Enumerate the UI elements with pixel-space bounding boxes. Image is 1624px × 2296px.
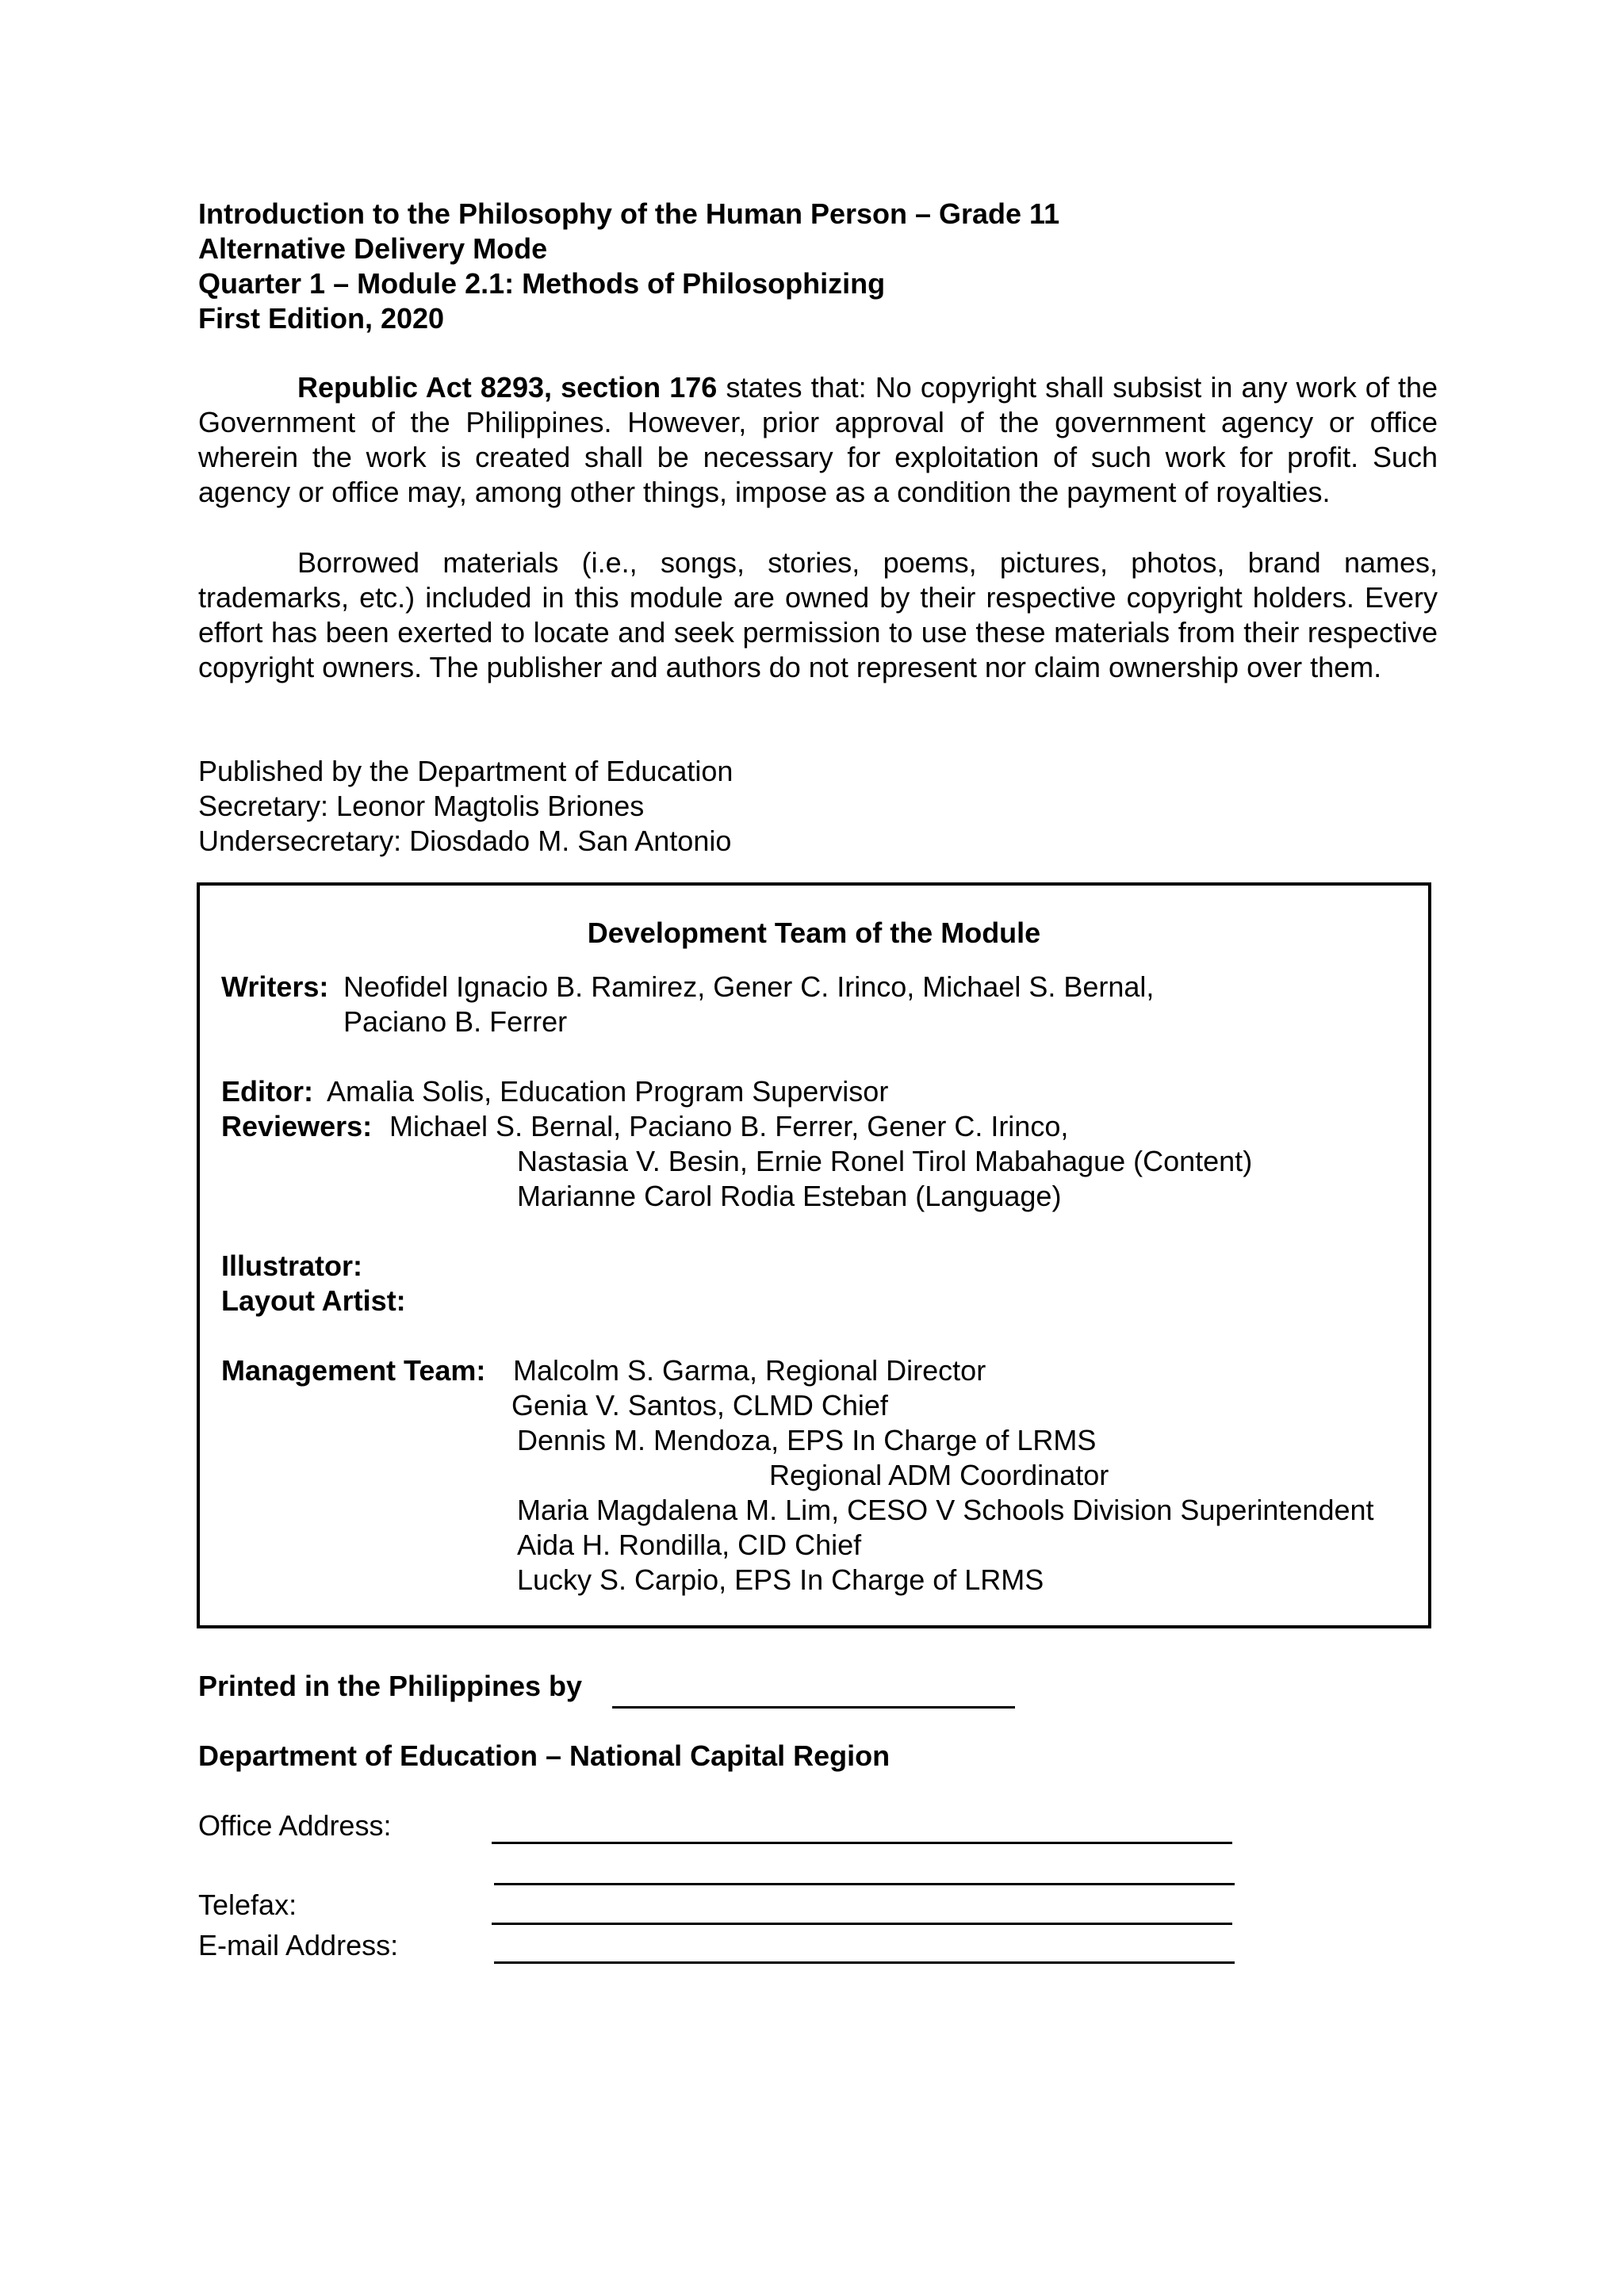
writers-line-2: Paciano B. Ferrer [343, 1005, 568, 1038]
publisher-line: Published by the Department of Education [198, 755, 733, 787]
office-address-blank-2 [494, 1883, 1235, 1885]
copyright-paragraph [198, 370, 1438, 510]
office-address-blank-1 [492, 1842, 1232, 1844]
writers-line-1: Neofidel Ignacio B. Ramirez, Gener C. Irinco, Michael S. Bernal, [343, 970, 1155, 1003]
borrowed-text: Borrowed materials (i.e., songs, stories, poems, pictures, photos, brand names, trademarks, etc.) included in this module are owned by their respective copyright holders. Every effort has been exerted to locate and seek permission to use these materials from their respective copyright owners. The publisher and authors do not represent nor claim ownership over them. [198, 546, 1438, 683]
layout-artist-label: Layout Artist: [221, 1284, 406, 1317]
printed-by-label: Printed in the Philippines by [198, 1670, 583, 1702]
reviewers-line-2: Nastasia V. Besin, Ernie Ronel Tirol Mabahague (Content) [517, 1145, 1253, 1177]
reviewers-line-1: Michael S. Bernal, Paciano B. Ferrer, Gener C. Irinco, [389, 1110, 1069, 1142]
management-member: Maria Magdalena M. Lim, CESO V Schools Division Superintendent [517, 1494, 1374, 1526]
telefax-blank [492, 1923, 1232, 1925]
module-subtitle: Quarter 1 – Module 2.1: Methods of Philosophizing [198, 267, 886, 300]
deped-region: Department of Education – National Capital Region [198, 1739, 891, 1772]
reviewers-label: Reviewers: [221, 1110, 373, 1142]
secretary-line: Secretary: Leonor Magtolis Briones [198, 790, 645, 822]
telefax-label: Telefax: [198, 1888, 297, 1921]
writers-label: Writers: [221, 970, 329, 1003]
management-member: Dennis M. Mendoza, EPS In Charge of LRMS [517, 1424, 1097, 1456]
reviewers-line-3: Marianne Carol Rodia Esteban (Language) [517, 1180, 1062, 1212]
management-member: Lucky S. Carpio, EPS In Charge of LRMS [517, 1563, 1044, 1596]
borrowed-paragraph [198, 545, 1438, 685]
copyright-lead: Republic Act 8293, section 176 [297, 371, 718, 404]
undersecretary-line: Undersecretary: Diosdado M. San Antonio [198, 825, 732, 857]
management-member: Genia V. Santos, CLMD Chief [511, 1389, 888, 1422]
development-team-box [197, 882, 1431, 1628]
illustrator-label: Illustrator: [221, 1249, 363, 1282]
delivery-mode: Alternative Delivery Mode [198, 232, 548, 265]
module-title: Introduction to the Philosophy of the Human Person – Grade 11 [198, 197, 1060, 230]
team-title: Development Team of the Module [587, 916, 1041, 949]
editor-label: Editor: [221, 1075, 313, 1108]
editor-value: Amalia Solis, Education Program Supervisor [327, 1075, 889, 1108]
copyright-text: states that: No copyright shall subsist in any work of the Government of the Philippines. However, prior approval of the government agency or office wherein the work is created shall be necessary for exploitation of such work for profit. Such agency or office may, among other things, impose as a condition the payment of royalties. [198, 371, 1438, 508]
email-address-blank [494, 1961, 1235, 1964]
management-member: Aida H. Rondilla, CID Chief [517, 1529, 862, 1561]
management-member: Malcolm S. Garma, Regional Director [513, 1354, 986, 1387]
management-member-continuation: Regional ADM Coordinator [769, 1459, 1109, 1491]
email-address-label: E-mail Address: [198, 1929, 399, 1961]
office-address-label: Office Address: [198, 1809, 392, 1842]
edition: First Edition, 2020 [198, 302, 445, 335]
management-label: Management Team: [221, 1354, 486, 1387]
printed-by-blank [612, 1706, 1015, 1709]
